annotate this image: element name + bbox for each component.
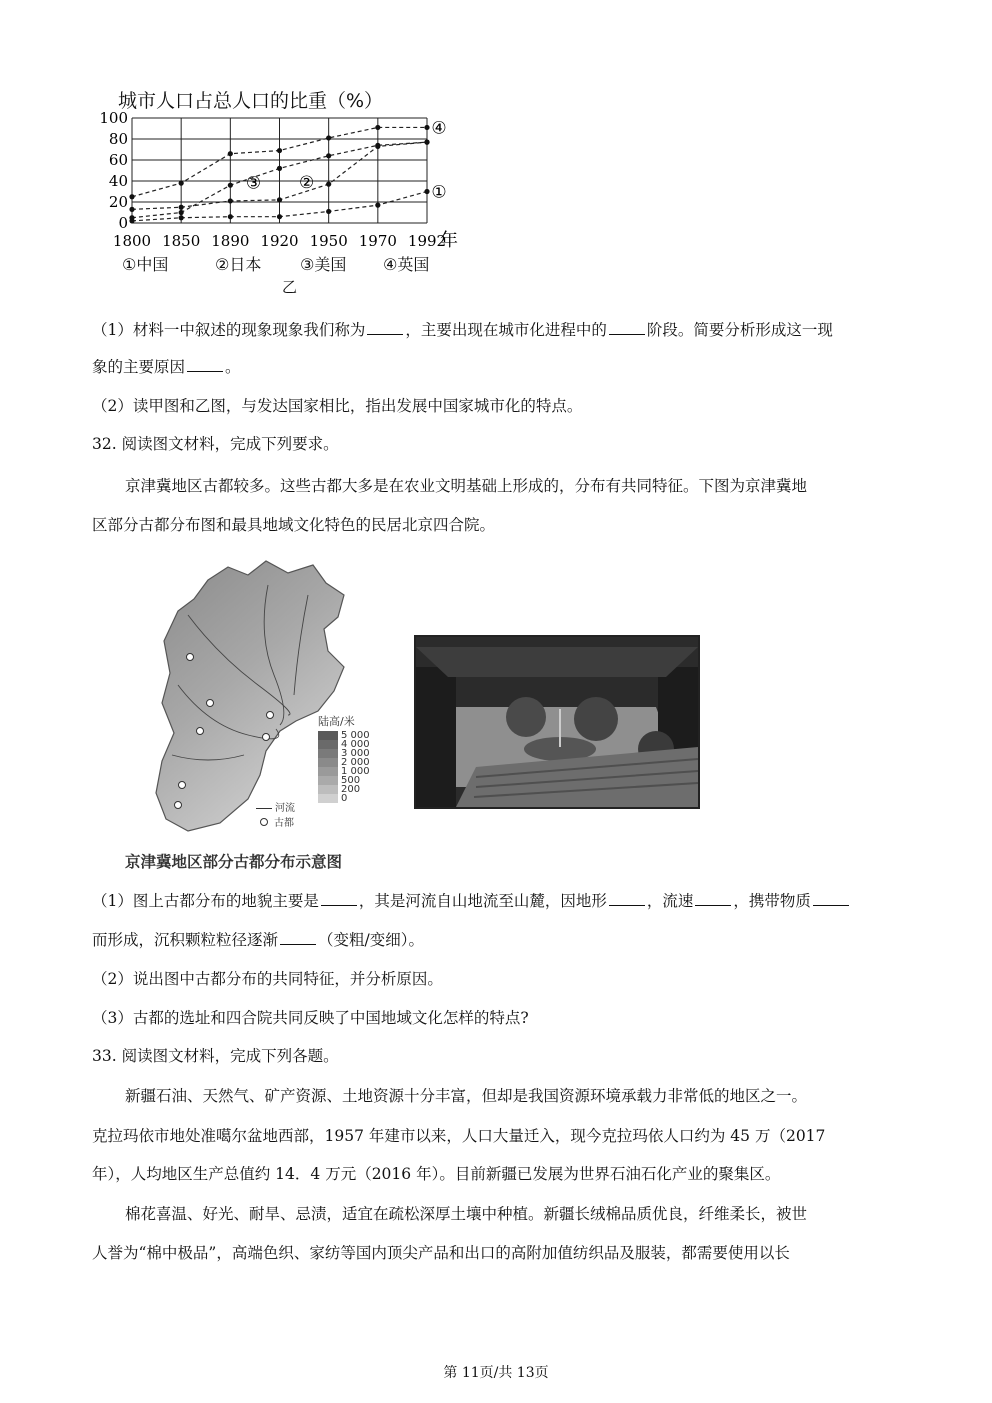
- q32-paragraph-line2: 区部分古都分布图和最具地域文化特色的民居北京四合院。: [92, 516, 496, 534]
- elevation-swatch: [318, 740, 338, 749]
- q33-line1: 新疆石油、天然气、矿产资源、土地资源十分丰富，但却是我国资源环境承载力非常低的地区之一。: [125, 1087, 808, 1105]
- elevation-swatch: [318, 758, 338, 767]
- y-tick-label: 20: [108, 193, 128, 211]
- elevation-swatch: [318, 731, 338, 740]
- elevation-value: 5 000: [341, 730, 370, 741]
- y-tick-label: 60: [108, 151, 128, 169]
- region-outline: [156, 561, 344, 831]
- jingjinji-map: [148, 555, 396, 837]
- data-point: [326, 153, 331, 158]
- data-point: [129, 215, 134, 220]
- chart-y-ticks: [99, 109, 128, 232]
- data-point: [424, 189, 429, 194]
- tree-left: [506, 697, 546, 737]
- roof-top: [416, 647, 698, 677]
- ancient-capital-marker: [267, 712, 274, 719]
- y-tick-label: 0: [118, 214, 128, 232]
- x-axis-unit: 年: [440, 230, 458, 248]
- elevation-value: 200: [341, 784, 361, 795]
- data-point: [129, 207, 134, 212]
- elevation-swatch: [318, 794, 338, 803]
- data-point: [277, 197, 282, 202]
- ancient-capital-marker: [175, 802, 182, 809]
- data-point: [326, 182, 331, 187]
- ancient-capital-marker: [187, 654, 194, 661]
- y-tick-label: 40: [108, 172, 128, 190]
- x-tick-label: 1970: [358, 232, 397, 248]
- q33-line2: 克拉玛依市地处准噶尔盆地西部，1957 年建市以来，人口大量迁入，现今克拉玛依人口约为 45 万（2017: [92, 1127, 826, 1145]
- series-marker-label: ④: [431, 118, 447, 139]
- lamp-pole: [559, 709, 561, 747]
- answer-blank: [813, 904, 849, 906]
- ancient-capital-marker: [197, 728, 204, 735]
- data-point: [179, 205, 184, 210]
- elevation-swatch: [318, 776, 338, 785]
- q32-part2: （2）说出图中古都分布的共同特征，并分析原因。: [92, 970, 443, 988]
- elevation-value: 4 000: [341, 739, 370, 750]
- river-symbol-icon: [256, 808, 272, 809]
- elevation-value: 3 000: [341, 748, 370, 759]
- legend-uk: ④英国: [383, 255, 430, 274]
- data-point: [277, 214, 282, 219]
- page-footer: 第 11页/共 13页: [443, 1365, 549, 1381]
- data-point: [228, 151, 233, 156]
- q32-part3: （3）古都的选址和四合院共同反映了中国地域文化怎样的特点?: [92, 1009, 529, 1027]
- elevation-level: [318, 794, 370, 803]
- elevation-swatch: [318, 749, 338, 758]
- answer-blank: [367, 333, 403, 335]
- legend-usa: ③美国: [300, 255, 347, 274]
- figure-label: 乙: [282, 278, 298, 296]
- x-tick-label: 1950: [309, 232, 348, 248]
- q31-part1-line1: （1）材料一中叙述的现象现象我们称为 ，主要出现在城市化进程中的 阶段。简要分析形成这一现: [92, 321, 833, 339]
- data-point: [277, 166, 282, 171]
- q31-part2: （2）读甲图和乙图，与发达国家相比，指出发展中国家城市化的特点。: [92, 397, 583, 415]
- chart-title: 城市人口占总人口的比重（%）: [118, 90, 384, 112]
- x-tick-label: 1992: [407, 232, 447, 248]
- legend-china: ①中国: [122, 255, 169, 274]
- q33-heading: 33. 阅读图文材料，完成下列各题。: [92, 1047, 339, 1065]
- elevation-value: 500: [341, 775, 361, 786]
- elevation-value: 0: [341, 793, 348, 804]
- answer-blank: [187, 370, 223, 372]
- urbanization-line-chart: [90, 108, 470, 248]
- data-point: [179, 181, 184, 186]
- elevation-swatch: [318, 767, 338, 776]
- answer-blank: [609, 333, 645, 335]
- x-tick-label: 1800: [112, 232, 152, 248]
- data-point: [228, 183, 233, 188]
- left-building: [416, 667, 456, 807]
- q32-part1-line1: （1）图上古都分布的地貌主要是 ，其是河流自山地流至山麓，因地形 ，流速 ，携带物质: [92, 892, 851, 911]
- data-point: [375, 125, 380, 130]
- ancient-capital-marker: [179, 782, 186, 789]
- elevation-swatch: [318, 785, 338, 794]
- data-point: [326, 209, 331, 214]
- ancient-capital-marker: [207, 700, 214, 707]
- q32-part1-line2: 而形成，沉积颗粒粒径逐渐 （变粗/变细）。: [92, 931, 424, 949]
- series-marker-label: ①: [431, 182, 447, 203]
- q33-line4: 棉花喜温、好光、耐旱、忌渍，适宜在疏松深厚土壤中种植。新疆长绒棉品质优良，纤维柔长，被世: [125, 1205, 808, 1223]
- x-tick-label: 1920: [260, 232, 299, 248]
- data-point: [277, 148, 282, 153]
- elevation-legend: [318, 713, 370, 803]
- y-tick-label: 100: [99, 109, 128, 127]
- q33-line3: 年），人均地区生产总值约 14．4 万元（2016 年）。目前新疆已发展为世界石油石化产业的聚集区。: [92, 1165, 781, 1183]
- series-marker-label: ③: [245, 173, 262, 194]
- q33-line5: 人誉为“棉中极品”，高端色织、家纺等国内顶尖产品和出口的高附加值纺织品及服装，都需要使用以长: [92, 1244, 790, 1262]
- q32-paragraph-line1: 京津冀地区古都较多。这些古都大多是在农业文明基础上形成的，分布有共同特征。下图为京津冀地: [125, 477, 808, 495]
- answer-blank: [609, 904, 645, 906]
- map-caption: 京津冀地区部分古都分布示意图: [125, 853, 343, 871]
- tree-right: [574, 697, 618, 741]
- data-point: [326, 135, 331, 140]
- answer-blank: [321, 904, 357, 906]
- elevation-legend-title: 陆高/米: [318, 715, 355, 728]
- data-point: [424, 140, 429, 145]
- x-tick-label: 1850: [162, 232, 201, 248]
- data-point: [179, 215, 184, 220]
- data-point: [179, 210, 184, 215]
- data-point: [424, 125, 429, 130]
- data-point: [375, 203, 380, 208]
- data-point: [375, 143, 380, 148]
- chart-x-ticks: [113, 232, 446, 248]
- y-tick-label: 80: [108, 130, 128, 148]
- series-marker-label: ②: [299, 173, 315, 194]
- answer-blank: [695, 904, 731, 906]
- data-point: [129, 194, 134, 199]
- capital-symbol-icon: [260, 818, 268, 826]
- legend-japan: ②日本: [215, 255, 262, 274]
- elevation-value: 2 000: [341, 757, 370, 768]
- x-tick-label: 1890: [211, 232, 250, 248]
- answer-blank: [280, 943, 316, 945]
- data-point: [228, 198, 233, 203]
- q32-heading: 32. 阅读图文材料，完成下列要求。: [92, 435, 339, 453]
- ancient-capital-marker: [263, 734, 270, 741]
- elevation-value: 1 000: [341, 766, 370, 777]
- data-point: [228, 214, 233, 219]
- siheyuan-photo: [414, 635, 700, 809]
- q31-part1-line2: 象的主要原因 。: [92, 358, 241, 376]
- map-symbol-legend: 河流 古都: [256, 799, 295, 829]
